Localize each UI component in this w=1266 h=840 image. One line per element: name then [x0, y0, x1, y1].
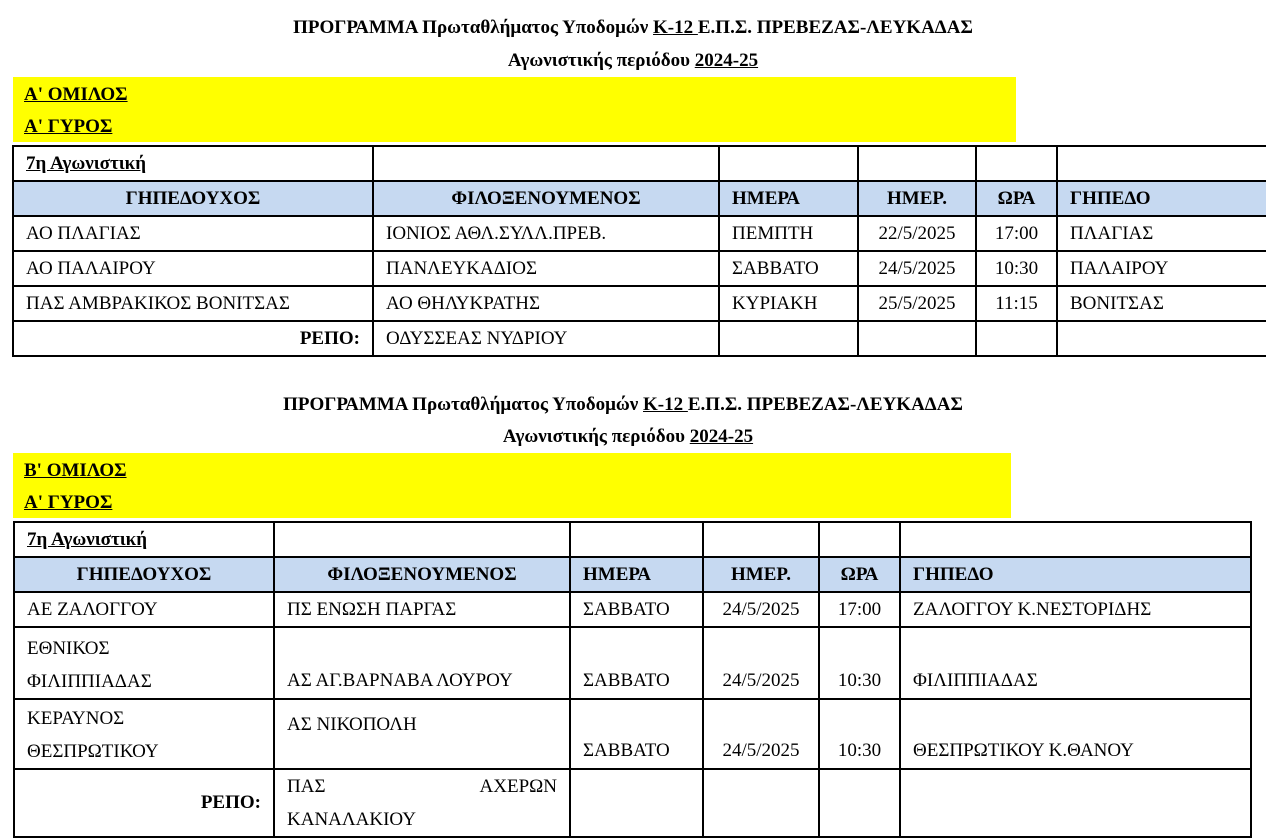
col-away: ΦΙΛΟΞΕΝΟΥΜΕΝΟΣ — [373, 181, 719, 216]
repo-team-word-2: ΑΧΕΡΩΝ — [479, 776, 557, 797]
home-team — [14, 699, 274, 769]
group-label-b: Β' ΟΜΙΛΟΣ — [24, 460, 127, 481]
repo-row — [14, 769, 1251, 837]
repo-team: ΟΔΥΣΣΕΑΣ ΝΥΔΡΙΟΥ — [373, 321, 719, 356]
away-team: ΑΣ ΑΓ.ΒΑΡΝΑΒΑ ΛΟΥΡΟΥ — [274, 627, 570, 699]
col-day: ΗΜΕΡΑ — [570, 557, 703, 592]
match-time: 17:00 — [976, 216, 1057, 251]
match-date: 24/5/2025 — [703, 592, 819, 627]
col-home: ΓΗΠΕΔΟΥΧΟΣ — [13, 181, 373, 216]
header-row — [14, 557, 1251, 592]
schedule-title-a: ΠΡΟΓΡΑΜΜΑ Πρωταθλήματος Υποδομών Κ-12 Ε.Π.Σ. ΠΡΕΒΕΖΑΣ-ΛΕΥΚΑΔΑΣ — [293, 17, 973, 38]
repo-label: ΡΕΠΟ: — [13, 321, 373, 356]
matchday-label: 7η Αγωνιστική — [13, 146, 373, 181]
match-date: 22/5/2025 — [858, 216, 976, 251]
match-venue: ΠΑΛΑΙΡΟΥ — [1057, 251, 1266, 286]
match-day: ΣΑΒΒΑΤΟ — [570, 592, 703, 627]
col-venue: ΓΗΠΕΔΟ — [1057, 181, 1266, 216]
repo-row — [13, 321, 1266, 356]
home-team-line-2: ΘΕΣΠΡΩΤΙΚΟΥ — [27, 741, 159, 762]
col-time: ΩΡΑ — [976, 181, 1057, 216]
match-date: 24/5/2025 — [858, 251, 976, 286]
schedule-title-b: ΠΡΟΓΡΑΜΜΑ Πρωταθλήματος Υποδομών Κ-12 Ε.Π.Σ. ΠΡΕΒΕΖΑΣ-ΛΕΥΚΑΔΑΣ — [283, 394, 963, 415]
home-team-line-1: ΕΘΝΙΚΟΣ — [27, 638, 110, 659]
match-venue: ΒΟΝΙΤΣΑΣ — [1057, 286, 1266, 321]
match-time: 17:00 — [819, 592, 900, 627]
match-venue: ΘΕΣΠΡΩΤΙΚΟΥ Κ.ΘΑΝΟΥ — [900, 699, 1251, 769]
matchday-row — [13, 146, 1266, 181]
matchday-label: 7η Αγωνιστική — [14, 522, 274, 557]
table-row — [14, 592, 1251, 627]
match-venue: ΖΑΛΟΓΓΟΥ Κ.ΝΕΣΤΟΡΙΔΗΣ — [900, 592, 1251, 627]
repo-team-word-3: ΚΑΝΑΛΑΚΙΟΥ — [287, 809, 416, 830]
round-label-a: Α' ΓΥΡΟΣ — [24, 116, 113, 137]
match-date: 24/5/2025 — [703, 627, 819, 699]
col-time: ΩΡΑ — [819, 557, 900, 592]
home-team: ΑΕ ΖΑΛΟΓΓΟΥ — [14, 592, 274, 627]
table-row — [14, 699, 1251, 769]
match-time: 10:30 — [819, 627, 900, 699]
season-title-a: Αγωνιστικής περιόδου 2024-25 — [507, 50, 759, 71]
col-venue: ΓΗΠΕΔΟ — [900, 557, 1251, 592]
match-day: ΠΕΜΠΤΗ — [719, 216, 858, 251]
group-banner-b — [13, 453, 1011, 518]
match-date: 24/5/2025 — [703, 699, 819, 769]
home-team-line-2: ΦΙΛΙΠΠΙΑΔΑΣ — [27, 671, 152, 692]
schedule-table-b — [13, 521, 1252, 838]
match-time: 10:30 — [976, 251, 1057, 286]
match-venue: ΠΛΑΓΙΑΣ — [1057, 216, 1266, 251]
header-row — [13, 181, 1266, 216]
group-label-a: Α' ΟΜΙΛΟΣ — [24, 84, 128, 105]
match-day: ΣΑΒΒΑΤΟ — [570, 627, 703, 699]
match-time: 11:15 — [976, 286, 1057, 321]
col-date: ΗΜΕΡ. — [703, 557, 819, 592]
col-home: ΓΗΠΕΔΟΥΧΟΣ — [14, 557, 274, 592]
repo-team — [274, 769, 570, 837]
match-day: ΣΑΒΒΑΤΟ — [719, 251, 858, 286]
match-day: ΣΑΒΒΑΤΟ — [570, 699, 703, 769]
away-team: ΑΟ ΘΗΛΥΚΡΑΤΗΣ — [373, 286, 719, 321]
col-away: ΦΙΛΟΞΕΝΟΥΜΕΝΟΣ — [274, 557, 570, 592]
table-row — [13, 251, 1266, 286]
home-team: ΠΑΣ ΑΜΒΡΑΚΙΚΟΣ ΒΟΝΙΤΣΑΣ — [13, 286, 373, 321]
home-team — [14, 627, 274, 699]
season-title-b: Αγωνιστικής περιόδου 2024-25 — [502, 426, 754, 447]
col-day: ΗΜΕΡΑ — [719, 181, 858, 216]
home-team: ΑΟ ΠΑΛΑΙΡΟΥ — [13, 251, 373, 286]
schedule-table-a — [12, 145, 1266, 357]
away-team: ΠΑΝΛΕΥΚΑΔΙΟΣ — [373, 251, 719, 286]
away-team: ΠΣ ΕΝΩΣΗ ΠΑΡΓΑΣ — [274, 592, 570, 627]
matchday-row — [14, 522, 1251, 557]
match-date: 25/5/2025 — [858, 286, 976, 321]
match-venue: ΦΙΛΙΠΠΙΑΔΑΣ — [900, 627, 1251, 699]
table-row — [13, 286, 1266, 321]
round-label-b: Α' ΓΥΡΟΣ — [24, 492, 113, 513]
home-team-line-1: ΚΕΡΑΥΝΟΣ — [27, 708, 125, 729]
match-day: ΚΥΡΙΑΚΗ — [719, 286, 858, 321]
col-date: ΗΜΕΡ. — [858, 181, 976, 216]
home-team: ΑΟ ΠΛΑΓΙΑΣ — [13, 216, 373, 251]
match-time: 10:30 — [819, 699, 900, 769]
away-team: ΑΣ ΝΙΚΟΠΟΛΗ — [274, 699, 570, 769]
away-team: ΙΟΝΙΟΣ ΑΘΛ.ΣΥΛΛ.ΠΡΕΒ. — [373, 216, 719, 251]
repo-team-word-1: ΠΑΣ — [287, 776, 326, 797]
table-row — [13, 216, 1266, 251]
table-row — [14, 627, 1251, 699]
repo-label: ΡΕΠΟ: — [14, 769, 274, 837]
group-banner-a — [13, 77, 1016, 142]
